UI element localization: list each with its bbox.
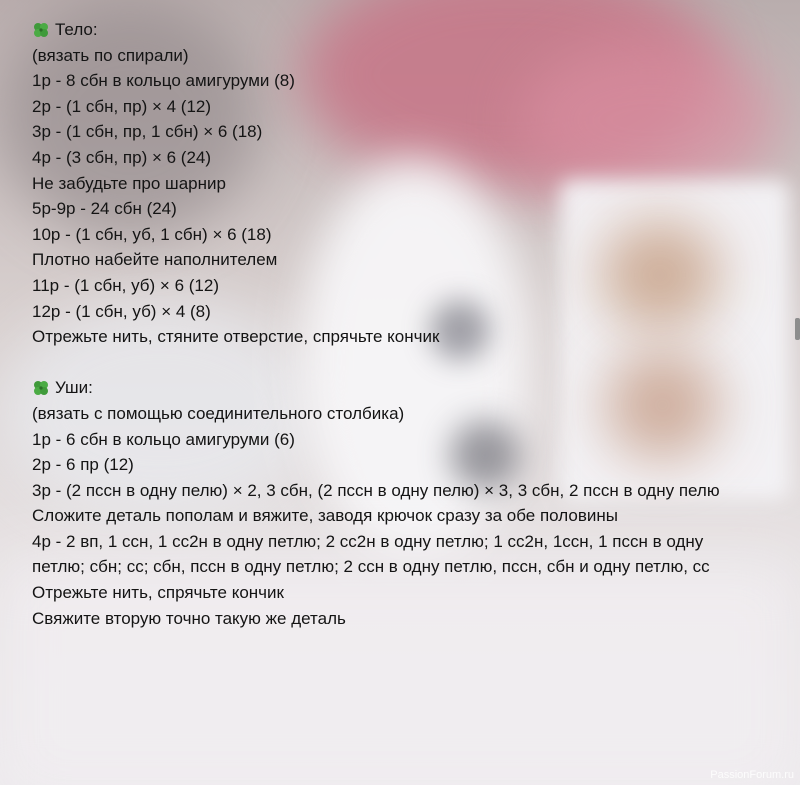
ears-line: Отрежьте нить, спрячьте кончик (32, 583, 284, 603)
ears-line: 1р - 6 сбн в кольцо амигуруми (6) (32, 429, 295, 449)
body-line: 10р - (1 сбн, уб, 1 сбн) × 6 (18) (32, 224, 272, 244)
body-line: Отрежьте нить, стяните отверстие, спрячьте кончик (32, 327, 440, 347)
pattern-text (32, 17, 792, 631)
four-leaf-clover-icon (32, 21, 50, 39)
ears-section-heading (32, 375, 792, 401)
ears-line: Сложите деталь пополам и вяжите, заводя крючок сразу за обе половины (32, 506, 618, 526)
body-line: 2р - (1 сбн, пр) × 4 (12) (32, 96, 212, 116)
ears-section-title: Уши: (55, 378, 93, 398)
body-line: Плотно набейте наполнителем (32, 250, 278, 270)
body-line: 11р - (1 сбн, уб) × 6 (12) (32, 275, 219, 295)
ears-line: 4р - 2 вп, 1 ссн, 1 сс2н в одну петлю; 2 сс2н в одну петлю; 1 сс2н, 1ссн, 1 пссн в одну петлю; сбн; сс; сбн, пссн в одну петлю; 2 ссн в одну петлю, пссн, сбн и одну петлю, сс (32, 531, 710, 577)
ears-line: Свяжите вторую точно такую же деталь (32, 608, 346, 628)
body-line: 4р - (3 сбн, пр) × 6 (24) (32, 147, 212, 167)
body-section-title: Тело: (55, 20, 98, 39)
body-line: (вязать по спирали) (32, 45, 189, 65)
four-leaf-clover-icon (32, 379, 50, 397)
body-section-heading (32, 17, 792, 43)
ears-line: 3р - (2 пссн в одну пелю) × 2, 3 сбн, (2 пссн в одну пелю) × 3, 3 сбн, 2 пссн в одну пелю (32, 480, 720, 500)
body-line: 1р - 8 сбн в кольцо амигуруми (8) (32, 71, 295, 91)
body-line: Не забудьте про шарнир (32, 173, 226, 193)
scroll-indicator[interactable] (795, 318, 800, 340)
ears-line: (вязать с помощью соединительного столбика) (32, 403, 405, 423)
body-line: 12р - (1 сбн, уб) × 4 (8) (32, 301, 211, 321)
body-line: 3р - (1 сбн, пр, 1 сбн) × 6 (18) (32, 122, 263, 142)
watermark: PassionForum.ru (710, 769, 794, 781)
section-spacer (32, 350, 792, 376)
body-line: 5р-9р - 24 сбн (24) (32, 199, 177, 219)
ears-line: 2р - 6 пр (12) (32, 455, 134, 475)
